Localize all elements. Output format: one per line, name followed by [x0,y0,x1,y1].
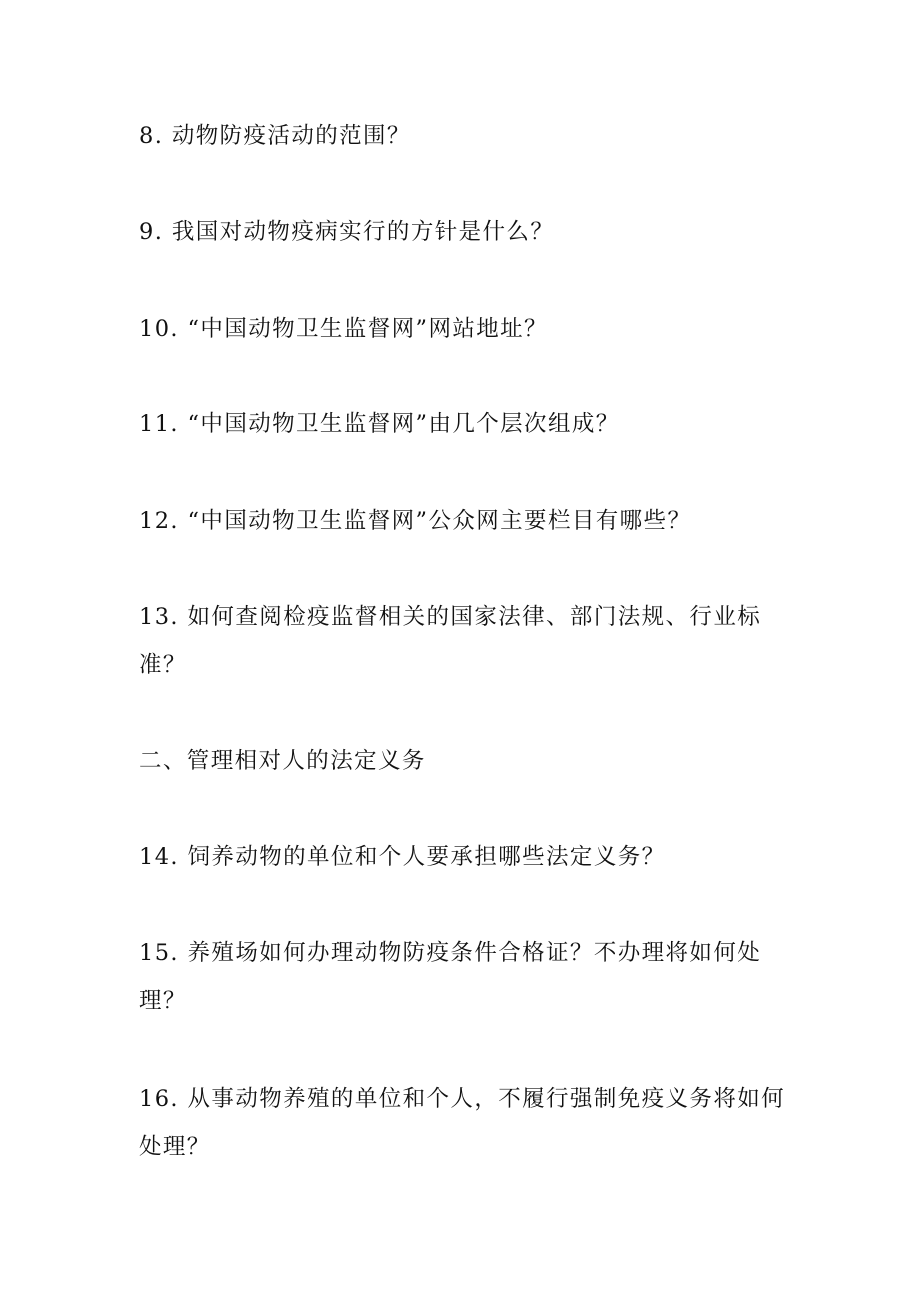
question-8: 8. 动物防疫活动的范围？ [139,123,411,149]
question-11: 11. “中国动物卫生监督网”由几个层次组成？ [139,411,620,437]
question-16: 16. 从事动物养殖的单位和个人，不履行强制免疫义务将如何处理？ [139,1086,786,1160]
question-14: 14. 饲养动物的单位和个人要承担哪些法定义务？ [139,844,666,870]
question-9: 9. 我国对动物疫病实行的方针是什么？ [139,219,555,245]
question-15: 15. 养殖场如何办理动物防疫条件合格证？不办理将如何处理？ [139,940,762,1014]
question-12: 12. “中国动物卫生监督网”公众网主要栏目有哪些？ [139,508,692,534]
question-13: 13. 如何查阅检疫监督相关的国家法律、部门法规、行业标准？ [139,604,762,678]
section-heading: 二、管理相对人的法定义务 [139,748,426,774]
question-10: 10. “中国动物卫生监督网”网站地址？ [139,316,548,342]
